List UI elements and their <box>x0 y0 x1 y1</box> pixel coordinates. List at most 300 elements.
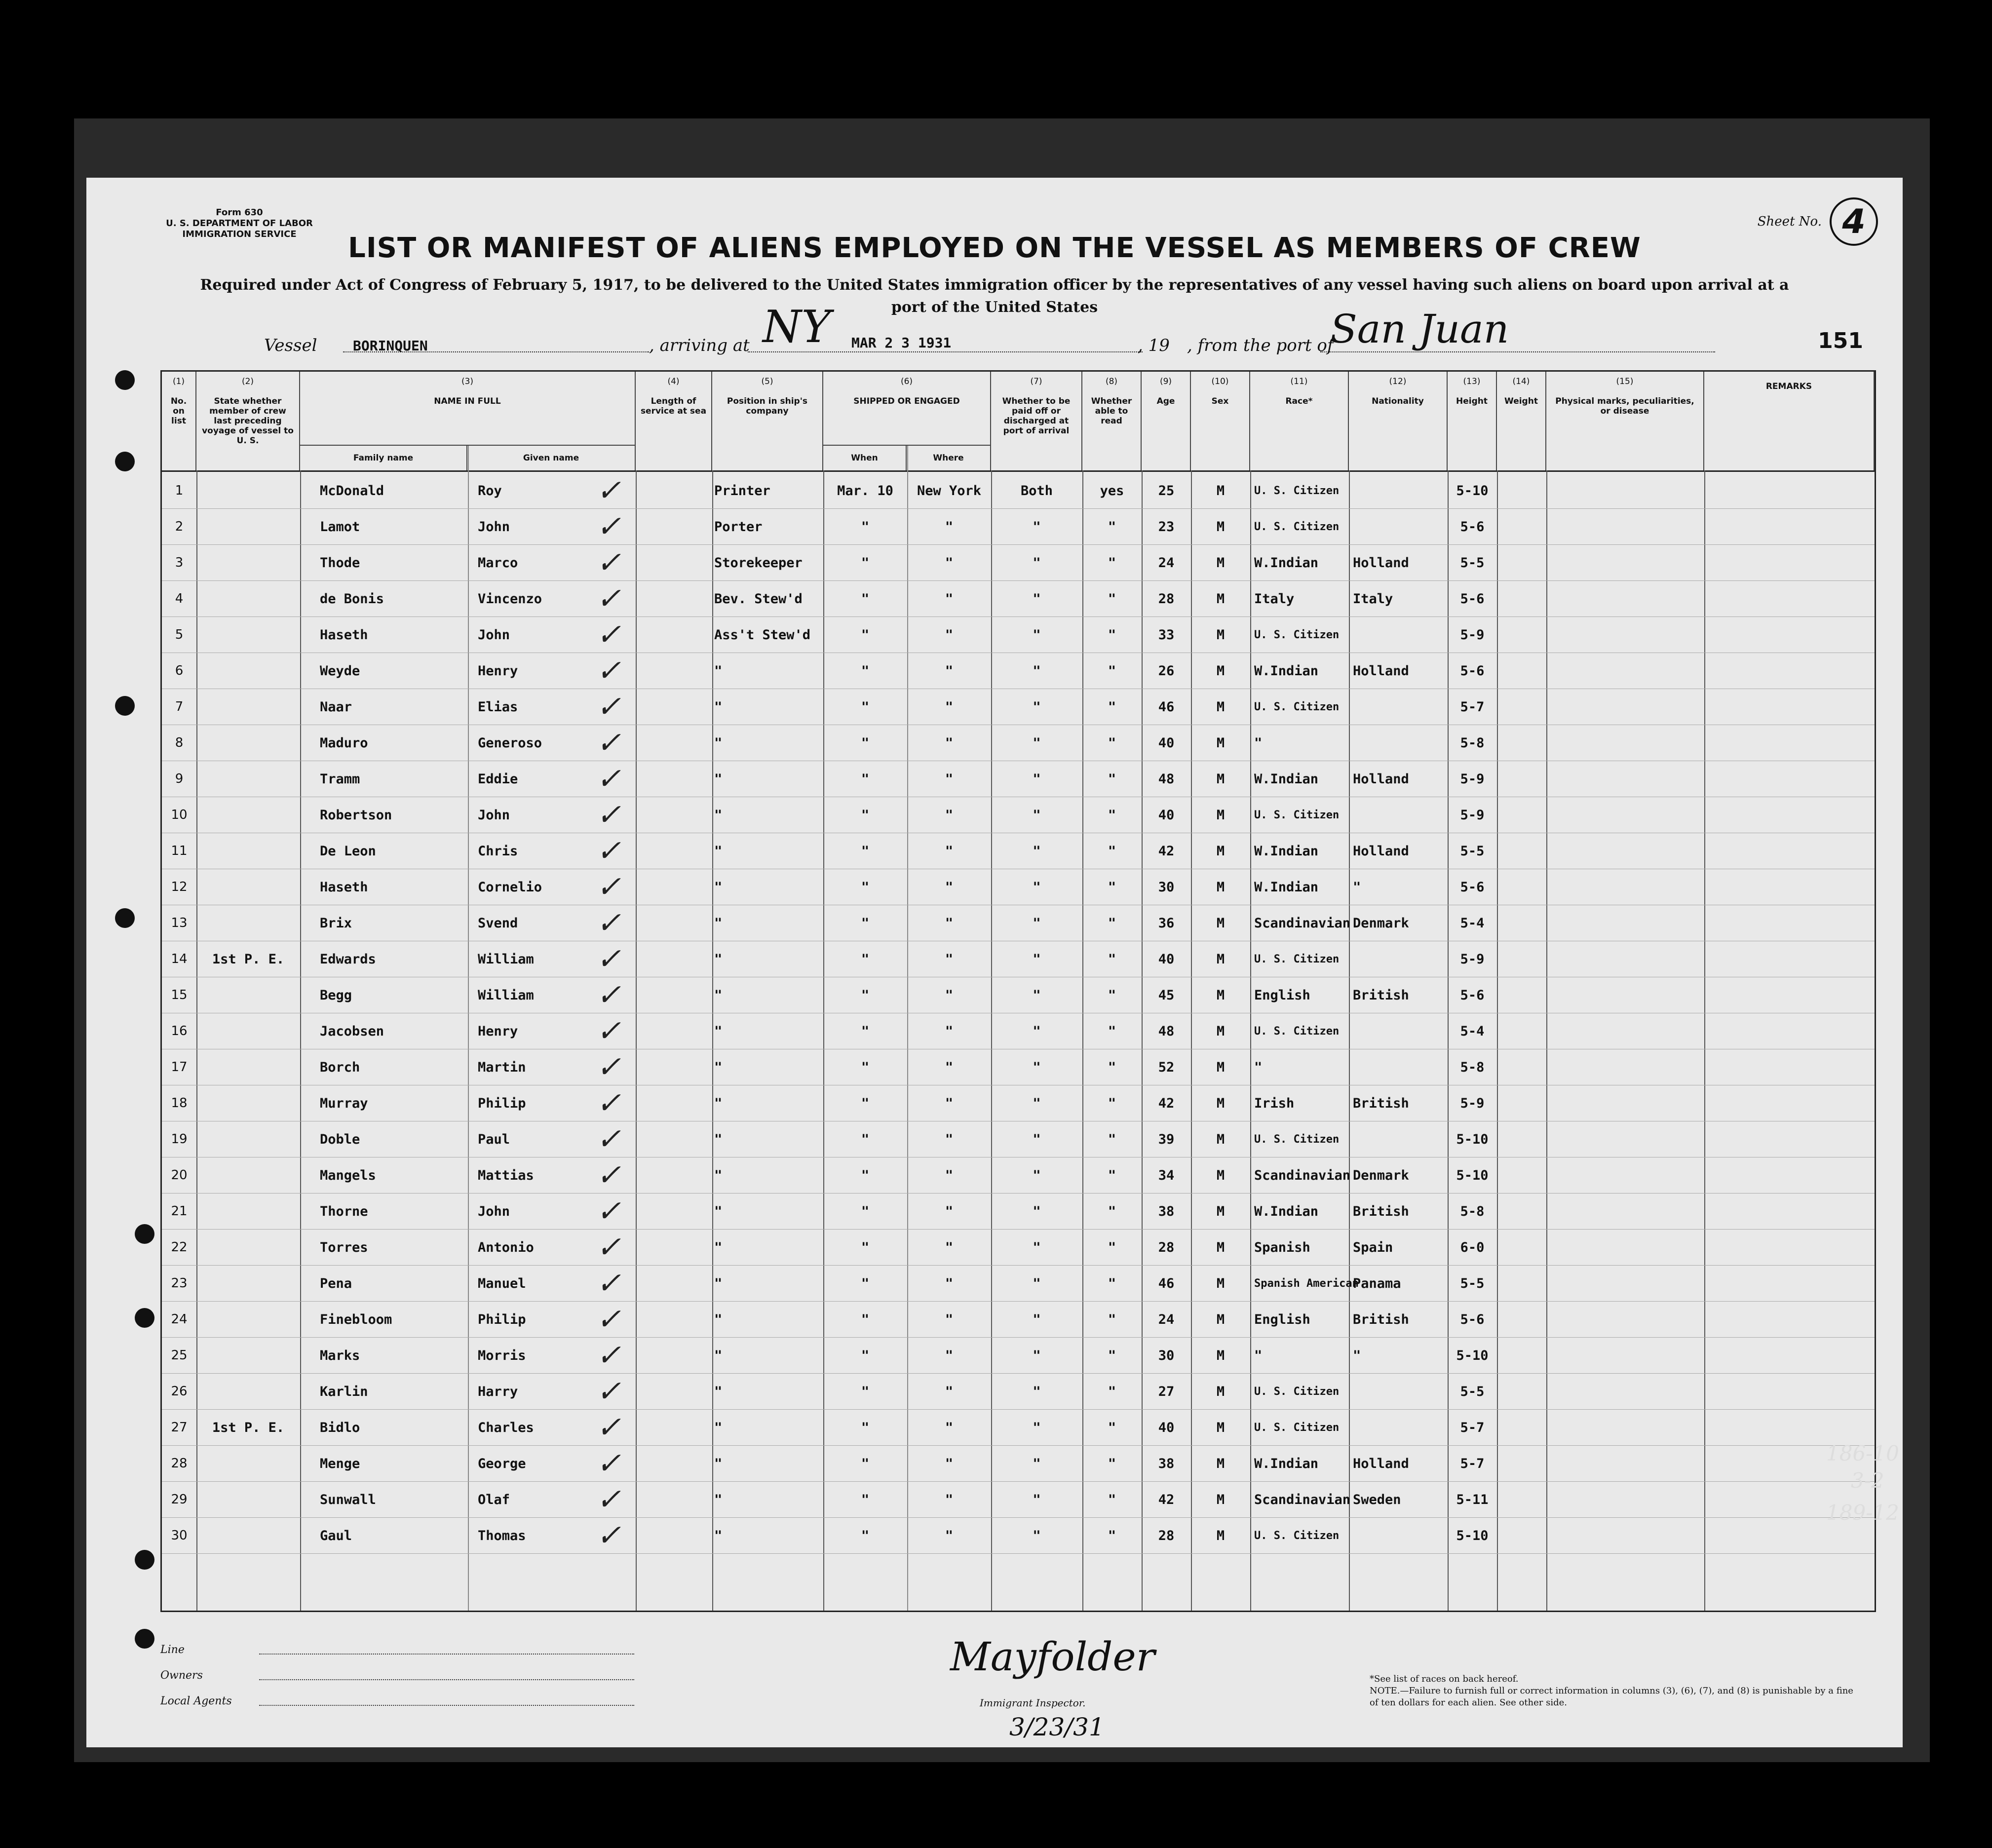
cell-height: 5-4 <box>1460 916 1485 931</box>
cell-pos: " <box>714 844 723 859</box>
cell-paid: Both <box>1020 483 1053 499</box>
column-subheaders <box>300 445 635 470</box>
cell-race: W.Indian <box>1254 880 1319 895</box>
date-stamp: MAR 2 3 1931 <box>851 335 952 351</box>
year-label: , 19 <box>1138 336 1170 355</box>
binder-hole <box>135 1629 154 1649</box>
cell-no: 15 <box>171 988 188 1002</box>
cell-family: Borch <box>320 1060 360 1075</box>
cell-no: 17 <box>171 1060 188 1075</box>
column-number: (5) <box>761 377 773 386</box>
cell-height: 5-7 <box>1460 1420 1485 1435</box>
cell-height: 5-10 <box>1456 1132 1489 1147</box>
cell-race: U. S. Citizen <box>1254 1025 1340 1038</box>
cell-sex: M <box>1216 735 1225 751</box>
check-mark-icon: ✓ <box>596 1374 621 1409</box>
cell-given: Antonio <box>478 1240 534 1255</box>
cell-nat: British <box>1353 1312 1409 1327</box>
cell-pos: " <box>714 663 723 679</box>
signature-caption: Immigrant Inspector. <box>980 1697 1086 1709</box>
cell-pos: " <box>714 1240 723 1255</box>
cell-family: Bidlo <box>320 1420 360 1435</box>
table-row <box>162 1121 1875 1157</box>
cell-read: " <box>1108 952 1116 967</box>
check-mark-icon: ✓ <box>596 978 621 1012</box>
cell-pos: " <box>714 1420 723 1435</box>
from-port: San Juan <box>1330 306 1509 352</box>
column-number: (10) <box>1211 377 1229 386</box>
cell-where: " <box>945 555 954 571</box>
check-mark-icon: ✓ <box>596 906 621 940</box>
cell-sex: M <box>1216 1528 1225 1543</box>
cell-paid: " <box>1033 1348 1041 1363</box>
cell-read: " <box>1108 1348 1116 1363</box>
check-mark-icon: ✓ <box>596 1410 621 1445</box>
column-label: SHIPPED OR ENGAGED <box>853 396 960 406</box>
cell-pos: " <box>714 1132 723 1147</box>
vessel-label: Vessel <box>264 336 317 355</box>
cell-pos: " <box>714 1060 723 1075</box>
cell-nat: Holland <box>1353 844 1409 859</box>
cell-where: " <box>945 1492 954 1507</box>
cell-race: English <box>1254 988 1310 1003</box>
cell-where: " <box>945 1420 954 1435</box>
cell-when: " <box>861 1528 870 1543</box>
cell-prev <box>196 1374 300 1410</box>
table-row <box>162 1374 1875 1410</box>
column-label: Position in ship's company <box>727 396 808 416</box>
cell-when: " <box>861 1168 870 1183</box>
cell-no: 7 <box>175 699 184 714</box>
cell-no: 25 <box>171 1348 188 1363</box>
column-number: (14) <box>1512 377 1530 386</box>
cell-no: 10 <box>171 808 188 822</box>
cell-nat: British <box>1353 1096 1409 1111</box>
cell-race: English <box>1254 1312 1310 1327</box>
cell-sex: M <box>1216 483 1225 499</box>
check-mark-icon: ✓ <box>596 1302 621 1337</box>
cell-prev <box>196 1085 300 1121</box>
column-number: (15) <box>1616 377 1634 386</box>
cell-where: " <box>945 1240 954 1255</box>
cell-sex: M <box>1216 1168 1225 1183</box>
cell-read: " <box>1108 1276 1116 1291</box>
cell-family: McDonald <box>320 483 384 499</box>
cell-nat <box>1353 725 1448 761</box>
cell-given: Vincenzo <box>478 591 542 607</box>
column-label: Nationality <box>1372 396 1424 406</box>
cell-height: 5-6 <box>1460 880 1485 895</box>
arriving-label: , arriving at <box>649 336 750 355</box>
local-agents-label: Local Agents <box>160 1695 232 1707</box>
cell-age: 30 <box>1158 880 1175 895</box>
cell-when: " <box>861 1276 870 1291</box>
cell-prev <box>196 509 300 545</box>
column-number: (11) <box>1290 377 1308 386</box>
cell-sex: M <box>1216 1312 1225 1327</box>
cell-height: 5-9 <box>1460 627 1485 643</box>
cell-sex: M <box>1216 1060 1225 1075</box>
cell-pos: " <box>714 1276 723 1291</box>
cell-sex: M <box>1216 1384 1225 1399</box>
column-label: NAME IN FULL <box>434 396 501 406</box>
table-row <box>162 653 1875 689</box>
cell-nat: Sweden <box>1353 1492 1401 1507</box>
column-number: (3) <box>461 377 474 386</box>
cell-read: " <box>1108 880 1116 895</box>
cell-no: 2 <box>175 519 184 534</box>
cell-prev <box>196 1230 300 1266</box>
cell-sex: M <box>1216 808 1225 823</box>
cell-read: " <box>1108 808 1116 823</box>
check-mark-icon: ✓ <box>596 726 621 760</box>
cell-family: Karlin <box>320 1384 368 1399</box>
arriving-field-line <box>748 351 1143 352</box>
check-mark-icon: ✓ <box>596 1338 621 1373</box>
margin-note: 3-2 <box>1851 1468 1884 1493</box>
cell-where: " <box>945 1312 954 1327</box>
cell-nat: Denmark <box>1353 1168 1409 1183</box>
cell-pos: " <box>714 988 723 1003</box>
cell-given: Olaf <box>478 1492 510 1507</box>
cell-given: Manuel <box>478 1276 526 1291</box>
cell-sex: M <box>1216 844 1225 859</box>
cell-age: 24 <box>1158 555 1175 571</box>
cell-given: Svend <box>478 916 518 931</box>
cell-race: W.Indian <box>1254 555 1319 571</box>
cell-prev <box>196 1013 300 1049</box>
cell-read: " <box>1108 1420 1116 1435</box>
check-mark-icon: ✓ <box>596 581 621 616</box>
subtitle-line-1: Required under Act of Congress of February 5, 1917, to be delivered to the United States immigration officer by the representatives of any vessel having such aliens on board upon arrival at a <box>200 276 1789 294</box>
cell-paid: " <box>1033 555 1041 571</box>
cell-family: Thorne <box>320 1204 368 1219</box>
cell-race: U. S. Citizen <box>1254 1386 1340 1398</box>
cell-age: 27 <box>1158 1384 1175 1399</box>
cell-read: " <box>1108 1096 1116 1111</box>
cell-where: " <box>945 916 954 931</box>
column-label: No. on list <box>170 396 187 426</box>
cell-age: 40 <box>1158 735 1175 751</box>
binder-hole <box>115 452 135 471</box>
table-row <box>162 1013 1875 1049</box>
cell-given: Henry <box>478 663 518 679</box>
footnote-penalty: NOTE.—Failure to furnish full or correct information in columns (3), (6), (7), and (8) is punishable by a fine of ten dollars for each alien. See other side. <box>1370 1686 1853 1708</box>
column-header <box>162 372 196 470</box>
cell-pos: Storekeeper <box>714 555 803 571</box>
cell-pos: " <box>714 880 723 895</box>
cell-given: Roy <box>478 483 502 499</box>
table-row <box>162 1518 1875 1554</box>
check-mark-icon: ✓ <box>596 473 621 508</box>
cell-family: Murray <box>320 1096 368 1111</box>
manifest-sheet <box>86 178 1903 1747</box>
cell-paid: " <box>1033 1204 1041 1219</box>
cell-when: " <box>861 627 870 643</box>
page-title: LIST OR MANIFEST OF ALIENS EMPLOYED ON THE VESSEL AS MEMBERS OF CREW <box>348 232 1641 264</box>
binder-hole <box>115 908 135 928</box>
table-row <box>162 869 1875 905</box>
column-subheader: When <box>823 446 907 470</box>
column-number: (1) <box>172 377 185 386</box>
cell-age: 40 <box>1158 808 1175 823</box>
cell-where: " <box>945 880 954 895</box>
cell-prev <box>196 797 300 833</box>
cell-no: 26 <box>171 1384 188 1399</box>
cell-height: 5-6 <box>1460 988 1485 1003</box>
cell-given: John <box>478 519 510 535</box>
cell-family: Edwards <box>320 952 376 967</box>
column-header <box>712 372 823 470</box>
table-row <box>162 1157 1875 1194</box>
cell-where: " <box>945 735 954 751</box>
cell-given: John <box>478 627 510 643</box>
margin-note: 186-10 <box>1826 1441 1899 1465</box>
from-field-line <box>1320 351 1715 352</box>
cell-where: " <box>945 1204 954 1219</box>
check-mark-icon: ✓ <box>596 654 621 688</box>
cell-given: Martin <box>478 1060 526 1075</box>
cell-family: Haseth <box>320 627 368 643</box>
cell-when: Mar. 10 <box>837 483 893 499</box>
column-header <box>1349 372 1448 470</box>
cell-pos: " <box>714 916 723 931</box>
cell-where: New York <box>917 483 982 499</box>
cell-given: John <box>478 808 510 823</box>
cell-where: " <box>945 627 954 643</box>
cell-family: Tramm <box>320 771 360 787</box>
cell-height: 5-9 <box>1460 952 1485 967</box>
cell-read: " <box>1108 844 1116 859</box>
cell-paid: " <box>1033 952 1041 967</box>
cell-pos: " <box>714 735 723 751</box>
cell-given: Marco <box>478 555 518 571</box>
cell-paid: " <box>1033 699 1041 715</box>
binder-hole <box>135 1550 154 1570</box>
column-label: Sex <box>1211 396 1229 406</box>
column-header <box>1250 372 1349 470</box>
cell-pos: " <box>714 1456 723 1471</box>
cell-given: Chris <box>478 844 518 859</box>
cell-no: 27 <box>171 1420 188 1435</box>
cell-no: 22 <box>171 1240 188 1255</box>
department-name: U. S. DEPARTMENT OF LABOR <box>166 218 313 229</box>
cell-no: 11 <box>171 844 188 858</box>
cell-prev <box>196 617 300 653</box>
cell-no: 24 <box>171 1312 188 1327</box>
column-number: (2) <box>241 377 254 386</box>
check-mark-icon: ✓ <box>596 1446 621 1481</box>
cell-pos: " <box>714 1024 723 1039</box>
cell-family: Gaul <box>320 1528 352 1543</box>
cell-pos: " <box>714 1312 723 1327</box>
cell-when: " <box>861 1096 870 1111</box>
table-row <box>162 977 1875 1013</box>
cell-read: " <box>1108 555 1116 571</box>
cell-given: Eddie <box>478 771 518 787</box>
cell-nat: Holland <box>1353 771 1409 787</box>
cell-height: 5-10 <box>1456 1168 1489 1183</box>
cell-read: " <box>1108 771 1116 787</box>
subtitle-line-2: port of the United States <box>891 299 1098 316</box>
cell-read: " <box>1108 1024 1116 1039</box>
table-row <box>162 761 1875 797</box>
cell-where: " <box>945 1132 954 1147</box>
cell-age: 48 <box>1158 1024 1175 1039</box>
cell-read: " <box>1108 1528 1116 1543</box>
cell-race: U. S. Citizen <box>1254 485 1340 497</box>
cell-prev <box>196 581 300 617</box>
cell-race: U. S. Citizen <box>1254 629 1340 641</box>
column-header <box>1497 372 1546 470</box>
cell-prev <box>196 1049 300 1085</box>
cell-age: 46 <box>1158 699 1175 715</box>
cell-paid: " <box>1033 1312 1041 1327</box>
cell-pos: Bev. Stew'd <box>714 591 803 607</box>
column-header <box>991 372 1082 470</box>
cell-no: 14 <box>171 952 188 966</box>
cell-height: 5-10 <box>1456 1348 1489 1363</box>
line-label: Line <box>160 1644 185 1656</box>
cell-read: " <box>1108 1312 1116 1327</box>
cell-sex: M <box>1216 1492 1225 1507</box>
cell-pos: " <box>714 1168 723 1183</box>
cell-read: " <box>1108 663 1116 679</box>
check-mark-icon: ✓ <box>596 1122 621 1156</box>
cell-read: " <box>1108 1456 1116 1471</box>
cell-paid: " <box>1033 1276 1041 1291</box>
cell-prev <box>196 473 300 509</box>
margin-note: 189-12 <box>1826 1501 1899 1525</box>
cell-sex: M <box>1216 916 1225 931</box>
cell-nat: British <box>1353 1204 1409 1219</box>
table-row <box>162 473 1875 509</box>
cell-when: " <box>861 1384 870 1399</box>
cell-prev <box>196 905 300 941</box>
check-mark-icon: ✓ <box>596 1086 621 1120</box>
cell-read: " <box>1108 1168 1116 1183</box>
cell-given: Paul <box>478 1132 510 1147</box>
cell-given: John <box>478 1204 510 1219</box>
inspector-signature: Mayfolder <box>950 1634 1155 1680</box>
cell-family: Weyde <box>320 663 360 679</box>
line-field <box>259 1654 634 1655</box>
serial-number: 151 <box>1818 328 1863 353</box>
cell-no: 16 <box>171 1024 188 1039</box>
cell-given: Mattias <box>478 1168 534 1183</box>
cell-where: " <box>945 1528 954 1543</box>
cell-age: 34 <box>1158 1168 1175 1183</box>
cell-race: " <box>1254 735 1263 751</box>
cell-sex: M <box>1216 591 1225 607</box>
cell-family: Maduro <box>320 735 368 751</box>
cell-where: " <box>945 591 954 607</box>
cell-sex: M <box>1216 880 1225 895</box>
cell-height: 5-10 <box>1456 1528 1489 1543</box>
check-mark-icon: ✓ <box>596 1482 621 1517</box>
cell-race: Spanish American <box>1254 1277 1359 1290</box>
cell-given: Philip <box>478 1312 526 1327</box>
cell-sex: M <box>1216 1420 1225 1435</box>
cell-paid: " <box>1033 1456 1041 1471</box>
cell-sex: M <box>1216 1204 1225 1219</box>
cell-height: 5-6 <box>1460 663 1485 679</box>
cell-sex: M <box>1216 1276 1225 1291</box>
cell-sex: M <box>1216 699 1225 715</box>
table-row <box>162 1338 1875 1374</box>
cell-prev <box>196 725 300 761</box>
cell-given: Philip <box>478 1096 526 1111</box>
cell-read: " <box>1108 1060 1116 1075</box>
cell-sex: M <box>1216 771 1225 787</box>
cell-paid: " <box>1033 735 1041 751</box>
cell-age: 38 <box>1158 1204 1175 1219</box>
column-header <box>196 372 300 470</box>
cell-where: " <box>945 1276 954 1291</box>
cell-age: 36 <box>1158 916 1175 931</box>
cell-race: Spanish <box>1254 1240 1310 1255</box>
check-mark-icon: ✓ <box>596 1050 621 1084</box>
check-mark-icon: ✓ <box>596 690 621 724</box>
table-row <box>162 725 1875 761</box>
cell-family: Doble <box>320 1132 360 1147</box>
check-mark-icon: ✓ <box>596 1518 621 1553</box>
cell-when: " <box>861 699 870 715</box>
cell-no: 29 <box>171 1492 188 1507</box>
cell-nat: Panama <box>1353 1276 1401 1291</box>
cell-age: 25 <box>1158 483 1175 499</box>
cell-age: 48 <box>1158 771 1175 787</box>
cell-pos: " <box>714 952 723 967</box>
header-separator <box>162 470 1875 472</box>
cell-nat: British <box>1353 988 1409 1003</box>
cell-paid: " <box>1033 1132 1041 1147</box>
cell-no: 13 <box>171 916 188 930</box>
cell-when: " <box>861 1492 870 1507</box>
cell-where: " <box>945 1024 954 1039</box>
cell-where: " <box>945 808 954 823</box>
cell-when: " <box>861 663 870 679</box>
cell-prev <box>196 1266 300 1302</box>
column-header <box>636 372 712 470</box>
column-subheader: Where <box>933 453 964 463</box>
cell-paid: " <box>1033 1096 1041 1111</box>
cell-when: " <box>861 1240 870 1255</box>
check-mark-icon: ✓ <box>596 1230 621 1265</box>
column-number: (6) <box>900 377 913 386</box>
cell-family: Pena <box>320 1276 352 1291</box>
cell-where: " <box>945 1348 954 1363</box>
cell-height: 5-5 <box>1460 1276 1485 1291</box>
vessel-name: BORINQUEN <box>353 338 428 354</box>
cell-pos: " <box>714 1492 723 1507</box>
cell-no: 1 <box>175 483 184 498</box>
cell-pos: " <box>714 1384 723 1399</box>
cell-height: 5-5 <box>1460 844 1485 859</box>
column-header <box>1448 372 1497 470</box>
cell-nat: Holland <box>1353 555 1409 571</box>
cell-where: " <box>945 952 954 967</box>
check-mark-icon: ✓ <box>596 617 621 652</box>
cell-prev <box>196 545 300 581</box>
cell-nat: " <box>1353 1348 1361 1363</box>
table-row <box>162 833 1875 869</box>
cell-family: Sunwall <box>320 1492 376 1507</box>
cell-given: Elias <box>478 699 518 715</box>
cell-read: yes <box>1100 483 1124 499</box>
table-row <box>162 1302 1875 1338</box>
cell-read: " <box>1108 988 1116 1003</box>
